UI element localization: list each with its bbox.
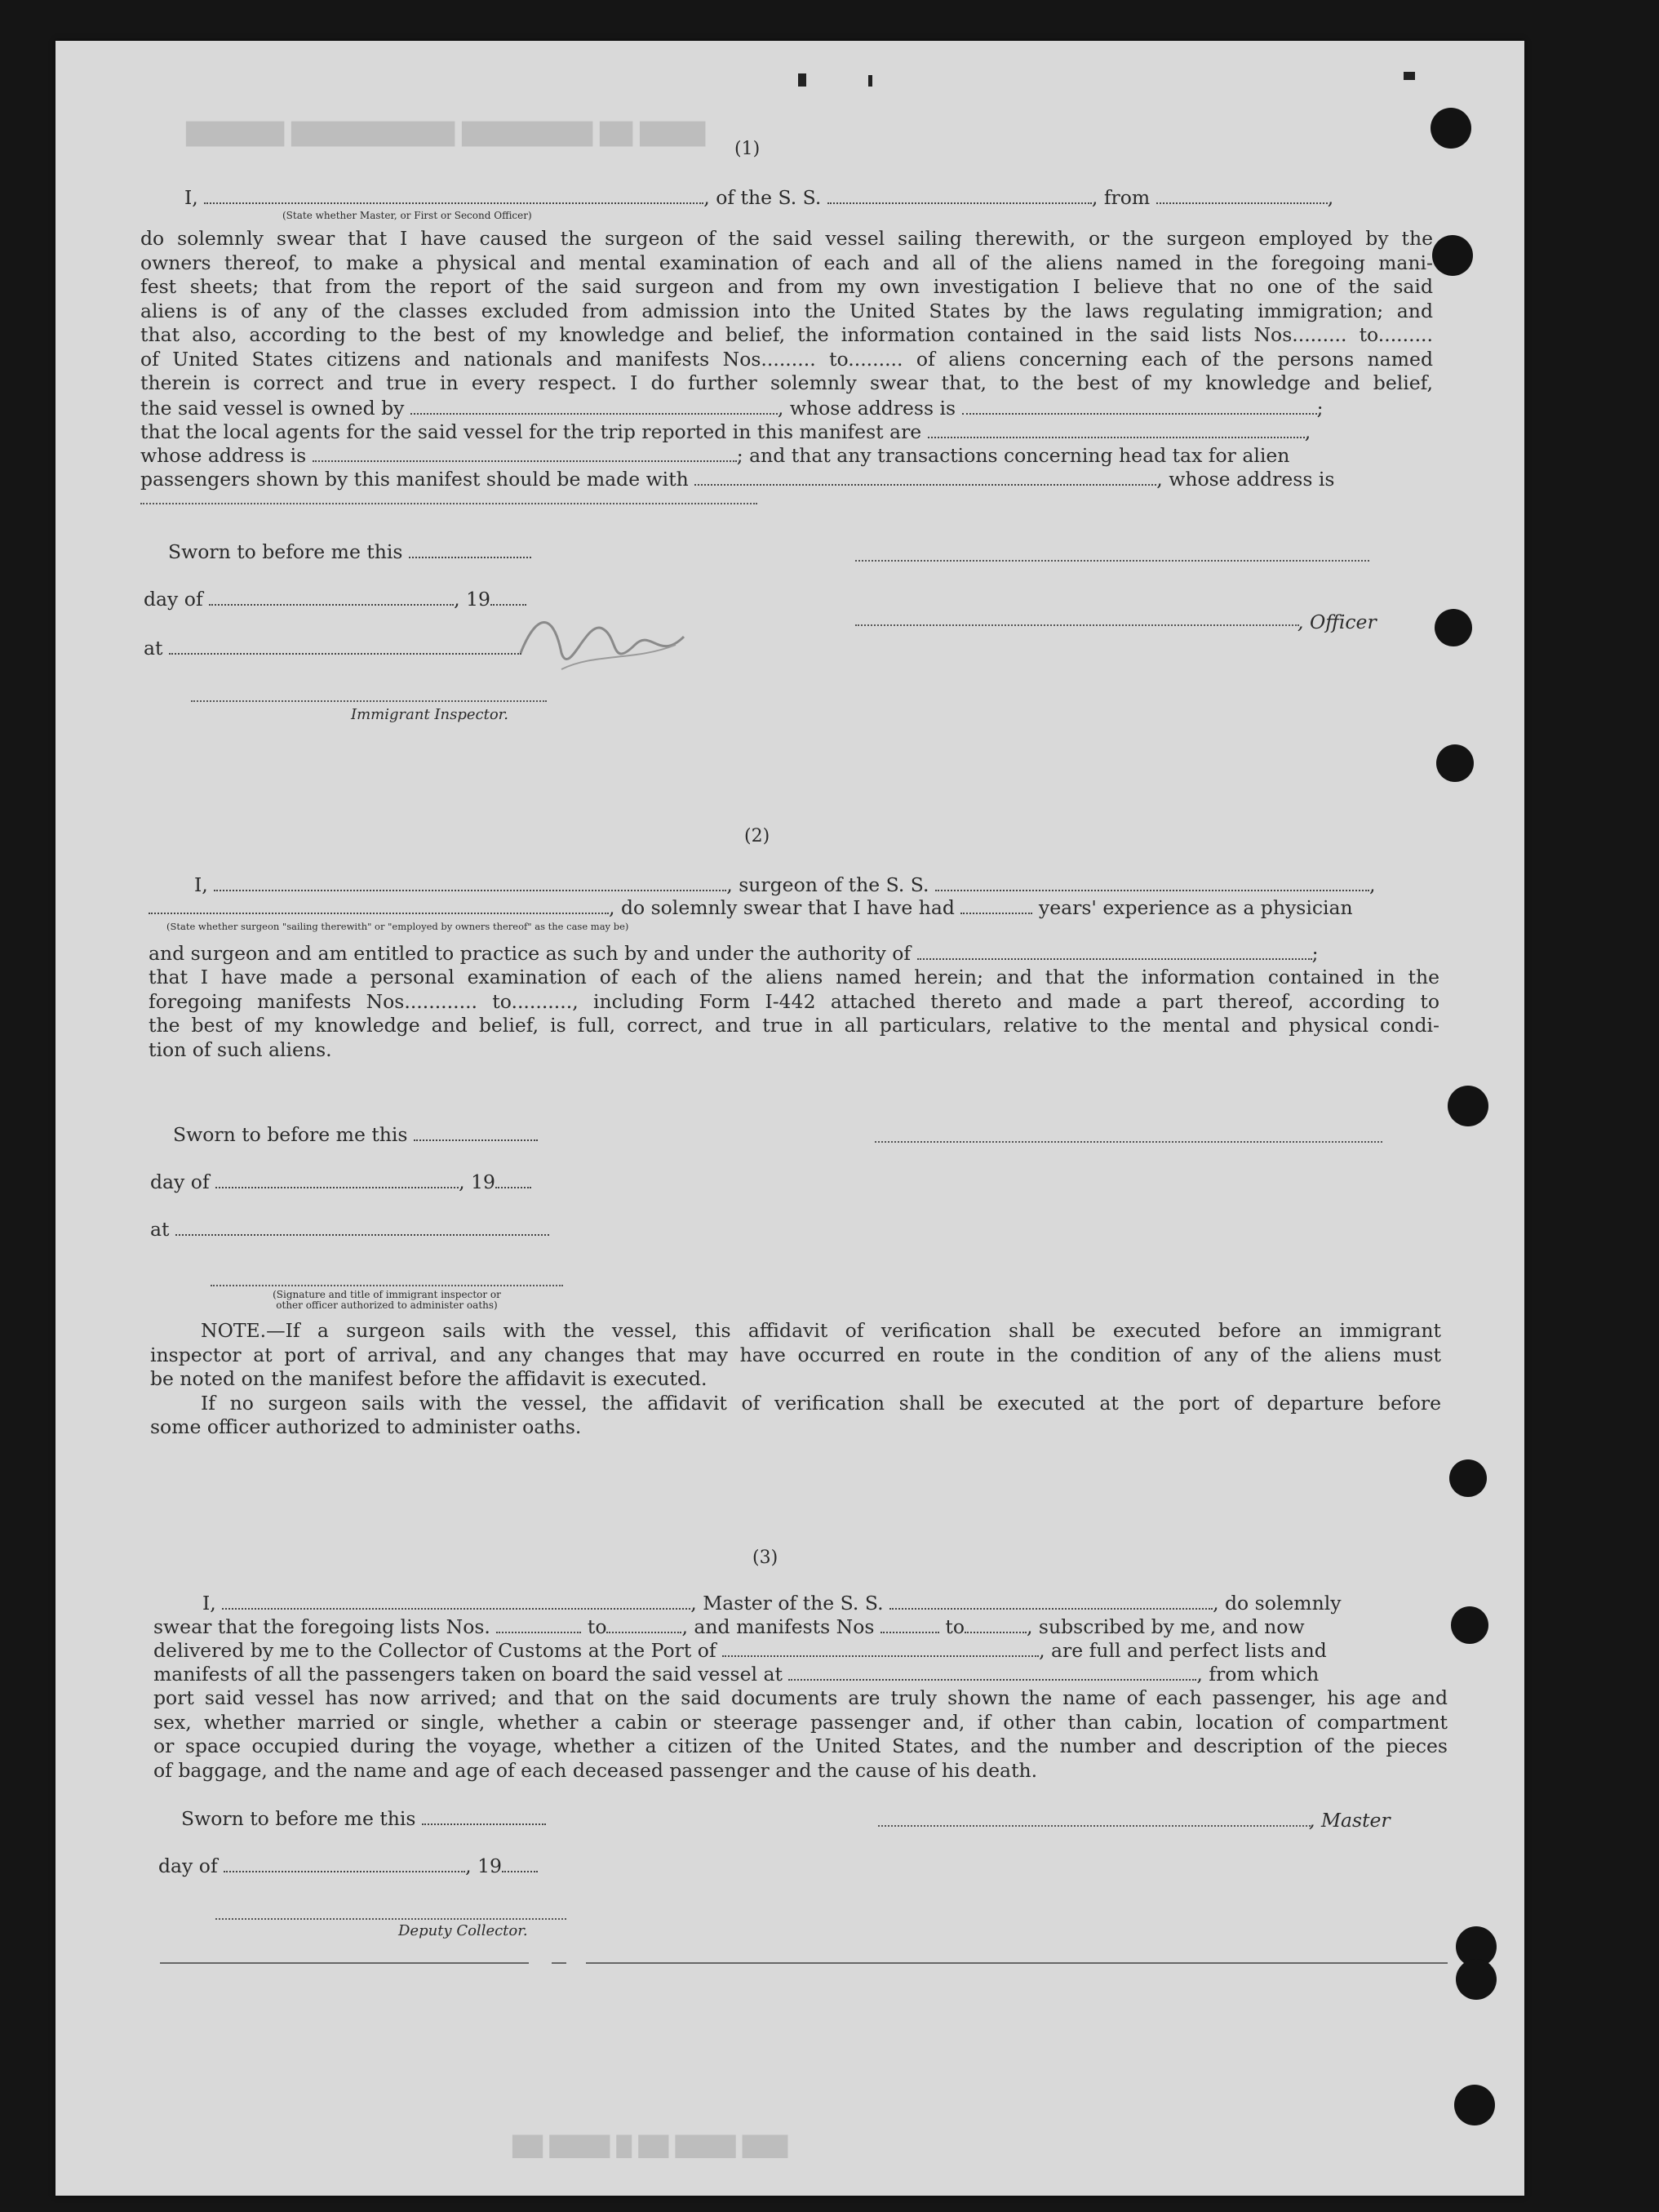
bottom-rule-right <box>586 1962 1448 1964</box>
bleed-through: ████ ██ ████████ ██████████ ██████ <box>186 122 706 147</box>
section-2-at: at <box>150 1218 549 1241</box>
punch-hole <box>1454 2085 1495 2125</box>
section-1-number: (1) <box>734 139 761 159</box>
section-2-note: NOTE.—If a surgeon sails with the vessel, this affidavit of verification shall be executed before an immigrant inspector at port of arrival, and any changes that may have occurred en route in the condition of any of the aliens must be noted on the manifest before the affidavit is executed. If no surgeon sails with the vessel, the affidavit of verification shall be executed at the port of departure before some officer authorized to administer oaths. <box>150 1319 1441 1438</box>
of-ss-label: , of the S. S. <box>703 186 822 209</box>
witness-signature-line <box>211 1285 563 1286</box>
section-1-sworn: Sworn to before me this <box>168 540 531 563</box>
ink-speck <box>868 75 872 87</box>
officer-note: (State whether Master, or First or Second Officer) <box>282 210 532 221</box>
bleed-through: ███ ████ ██ █ ████ ██ <box>512 2135 788 2158</box>
bottom-rule-left <box>160 1962 529 1964</box>
section-3-body: port said vessel has now arrived; and that on the said documents are truly shown the name of each passenger, his age and sex, whether married or single, whether a cabin or steerage passenger and, if other than cabin, location of compartment or space occupied during the voyage, whether a citizen of the United States, and the number and description of the pieces of baggage, and the name and age of each deceased passenger and the cause of his death. <box>153 1686 1448 1782</box>
section-2-swear-line: , do solemnly swear that I have had years' experience as a physician <box>149 896 1353 919</box>
master-signature-line <box>878 1825 1311 1827</box>
authority-line: and surgeon and am entitled to practice as such by and under the authority of ; <box>149 942 1319 965</box>
whose-address-line: whose address is ; and that any transactions concerning head tax for alien <box>140 444 1290 467</box>
owned-by-line: the said vessel is owned by , whose address is ; <box>140 397 1324 420</box>
section-3-manifests-line: manifests of all the passengers taken on board the said vessel at , from which <box>153 1663 1320 1686</box>
section-1-day-of: day of , 19 <box>144 588 526 611</box>
passengers-line: passengers shown by this manifest should be made with , whose address is <box>140 468 1335 491</box>
section-3-sworn: Sworn to before me this <box>181 1807 546 1830</box>
witness-signature-note: (Signature and title of immigrant inspector or other officer authorized to administer oaths) <box>273 1289 501 1311</box>
punch-hole <box>1435 609 1472 646</box>
officer-signature-line-1 <box>855 560 1369 562</box>
affidavit-page <box>55 41 1524 2196</box>
ink-speck <box>798 73 806 87</box>
section-2-body: that I have made a personal examination of each of the aliens named herein; and that the information contained in the foregoing manifests Nos............ to.........., including Form I-442 attached thereto and made a part thereof, according to the best of my knowledge and belief, is full, correct, and true in all particulars, relative to the mental and physical condi- tion of such aliens. <box>149 966 1439 1061</box>
punch-hole <box>1432 235 1473 276</box>
oath-lead: I, <box>184 186 198 209</box>
inspector-signature <box>512 596 700 686</box>
section-2-sworn: Sworn to before me this <box>173 1123 538 1146</box>
section-2-number: (2) <box>744 826 770 846</box>
section-3-delivered-line: delivered by me to the Collector of Customs at the Port of , are full and perfect lists and <box>153 1639 1327 1662</box>
section-1-body: do solemnly swear that I have caused the surgeon of the said vessel sailing therewith, or the surgeon employed by the owners thereof, to make a physical and mental examination of each and all of the aliens named in the foregoing mani- fest sheets; that from the report of the said surgeon and from my own investigation I believe that no one of the said aliens is of any of the classes excluded from admission into the United States by the laws regulating immigration; and that also, according to the best of my knowledge and belief, the information contained in the said lists Nos......... to......... of United States citizens and nationals and manifests Nos......... to......... of aliens concerning each of the persons named therein is correct and true in every respect. I do further solemnly swear that, to the best of my knowledge and belief, <box>140 227 1433 394</box>
officer-signature-line-2 <box>855 624 1299 626</box>
punch-hole <box>1449 1459 1487 1497</box>
section-3-lists-line: swear that the foregoing lists Nos. to , and manifests Nos to , subscribed by me, and now <box>153 1615 1305 1638</box>
section-3-master-line: I, , Master of the S. S. , do solemnly <box>202 1592 1342 1615</box>
section-3-number: (3) <box>752 1548 778 1568</box>
deputy-label: Deputy Collector. <box>398 1922 528 1939</box>
section-2-surgeon-line: I, , surgeon of the S. S. , <box>194 873 1376 896</box>
ink-speck <box>1404 72 1415 80</box>
address-rule <box>140 503 757 504</box>
surgeon-signature-line <box>875 1141 1382 1143</box>
inspector-label: Immigrant Inspector. <box>351 706 509 723</box>
from-label: , from <box>1091 186 1151 209</box>
section-1-oath-line: I, , of the S. S. , from , <box>184 186 1334 209</box>
punch-hole <box>1448 1086 1488 1126</box>
local-agents-line: that the local agents for the said vessel for the trip reported in this manifest are , <box>140 420 1311 443</box>
inspector-signature-line <box>191 700 547 702</box>
section-3-day-of: day of , 19 <box>158 1854 538 1877</box>
punch-hole <box>1436 744 1474 782</box>
punch-hole <box>1431 108 1471 149</box>
section-1-at: at <box>144 637 521 660</box>
officer-label: , Officer <box>1297 611 1377 633</box>
punch-hole <box>1451 1606 1488 1644</box>
punch-hole <box>1456 1959 1497 2000</box>
master-label: , Master <box>1309 1809 1391 1832</box>
section-2-day-of: day of , 19 <box>150 1170 531 1193</box>
surgeon-note: (State whether surgeon "sailing therewith" or "employed by owners thereof" as the case may be) <box>166 921 629 932</box>
bottom-rule-dash <box>552 1962 566 1964</box>
